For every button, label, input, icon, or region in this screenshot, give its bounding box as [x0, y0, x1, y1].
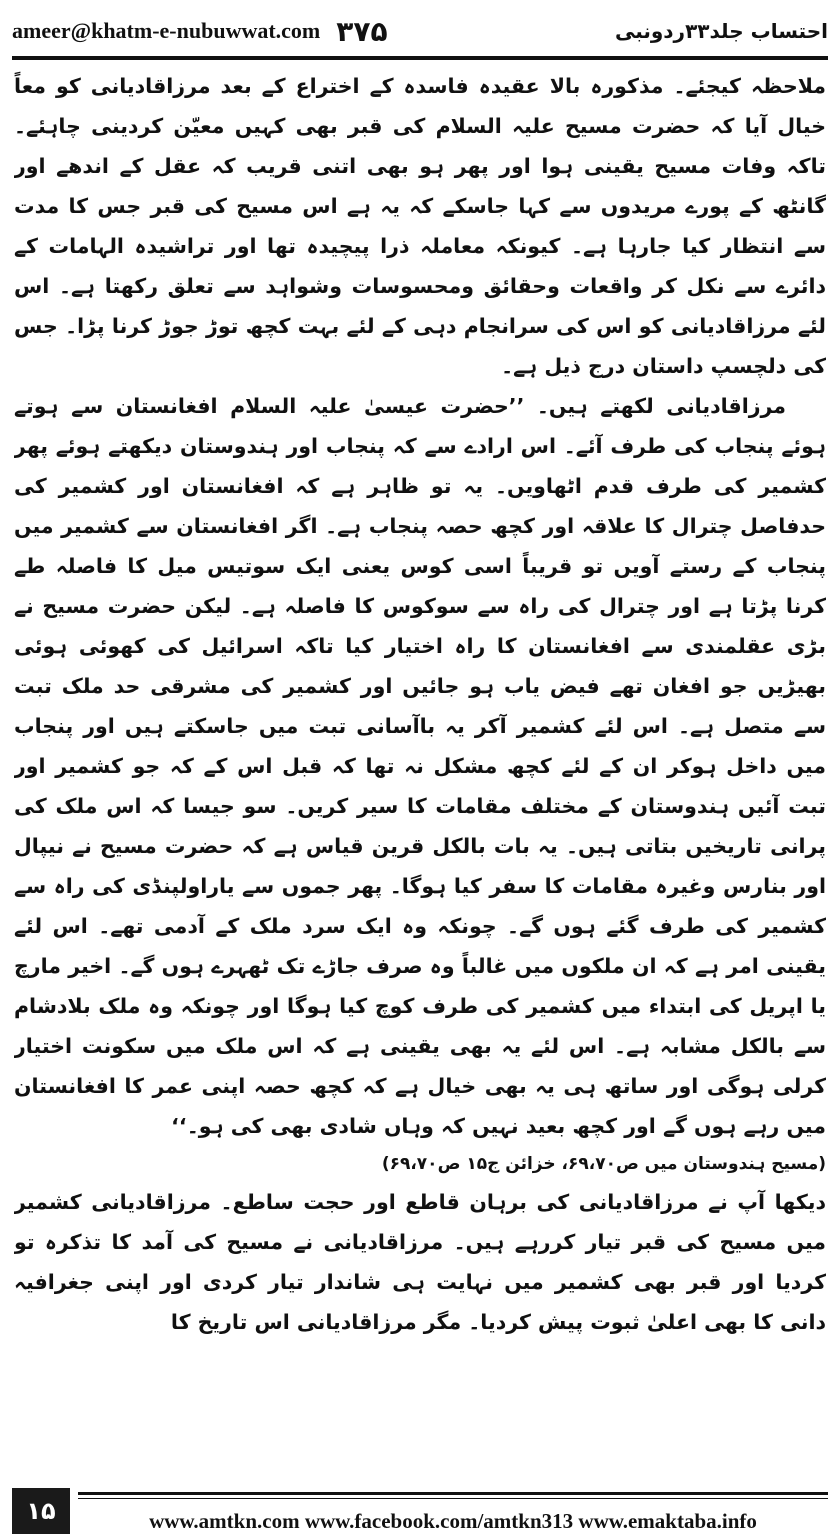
paragraph-2-quote: مرزاقادیانی لکھتے ہیں۔ ’’حضرت عیسیٰ علیہ السلام افغانستان سے ہوتے ہوئے پنجاب کی طرف آئے۔ اس ارادے سے کہ پنجاب اور ہندوستان دیکھتے ہوئے پھر کشمیر کی طرف قدم اٹھاویں۔ یہ تو ظاہر ہے کہ افغانستان اور کشمیر کی حدفاصل چترال کا علاقہ اور کچھ حصہ پنجاب ہے۔ اگر افغانستان سے کشمیر میں پنجاب کے رستے آویں تو قریباً اسی کوس یعنی ایک سوتیس میل کا فاصلہ طے کرنا پڑتا ہے اور چترال کی راہ سے سوکوس کا فاصلہ ہے۔ لیکن حضرت مسیح نے بڑی عقلمندی سے افغانستان کا راہ اختیار کیا تاکہ اسرائیل کی کھوئی ہوئی بھیڑیں جو افغان تھے فیض یاب ہو جائیں اور کشمیر کی مشرقی حد ملک تبت سے متصل ہے۔ اس لئے کشمیر آکر یہ باآسانی تبت میں جاسکتے ہیں اور پنجاب میں داخل ہوکر ان کے لئے کچھ مشکل نہ تھا کہ قبل اس کے کہ جو کشمیر اور تبت آئیں ہندوستان کے مختلف مقامات کا سیر کریں۔ سو جیسا کہ اس ملک کی پرانی تاریخیں بتاتی ہیں۔ یہ بات بالکل قرین قیاس ہے کہ حضرت مسیح نے نیپال اور بنارس وغیرہ مقامات کا سفر کیا ہوگا۔ پھر جموں سے یاراولپنڈی کی راہ سے کشمیر کی طرف گئے ہوں گے۔ چونکہ وہ ایک سرد ملک کے آدمی تھے۔ اس لئے یقینی امر ہے کہ ان ملکوں میں غالباً وہ صرف جاڑے تک ٹھہرے ہوں گے۔ اخیر مارچ یا اپریل کی ابتداء میں کشمیر کی طرف کوچ کیا ہوگا اور چونکہ وہ ملک بلادشام سے بالکل مشابہ ہے۔ اس لئے یہ بھی یقینی ہے کہ اس ملک میں سکونت اختیار کرلی ہوگی اور ساتھ ہی یہ بھی خیال ہے کہ کچھ حصہ اپنی عمر کا افغانستان میں رہے ہوں گے اور کچھ بعید نہیں کہ وہاں شادی بھی کی ہو۔‘‘	[14, 394, 826, 1138]
header-email: ameer@khatm-e-nubuwwat.com	[12, 18, 321, 43]
header-page-number: ۳۷۵	[336, 14, 388, 48]
page-header	[12, 8, 828, 54]
footer-rule-thick	[78, 1492, 828, 1495]
footer-links: www.amtkn.com www.facebook.com/amtkn313 www.emaktaba.info	[149, 1509, 757, 1533]
header-left	[12, 15, 388, 48]
paragraph-1: ملاحظہ کیجئے۔ مذکورہ بالا عقیدہ فاسدہ کے اختراع کے بعد مرزاقادیانی کو معاً خیال آیا کہ حضرت مسیح علیہ السلام کی قبر بھی کہیں معیّن کردینی چاہئے۔ تاکہ وفات مسیح یقینی ہوا اور پھر ہو بھی اتنی قریب کہ عقل کے اندھے اور گانٹھ کے پورے مریدوں سے کہا جاسکے کہ یہ ہے اس مسیح کی قبر جس کا مدت سے انتظار کیا جارہا ہے۔ کیونکہ معاملہ ذرا پیچیدہ تھا اور تراشیدہ الہامات کے دائرے سے نکل کر واقعات وحقائق ومحسوسات وشواہد سے تعلق رکھتا ہے۔ اس لئے مرزاقادیانی کو اس کی سرانجام دہی کے لئے بہت کچھ توڑ جوڑ کرنا پڑا۔ جس کی دلچسپ داستان درج ذیل ہے۔	[14, 74, 826, 378]
header-title: احتساب جلد۳۳ردونبی	[614, 19, 828, 43]
header-divider	[12, 56, 828, 60]
footer-bar	[78, 1488, 828, 1534]
citation: (مسیح ہندوستان میں ص۶۹،۷۰، خزائن ج۱۵ ص۶۹،۷۰)	[381, 1154, 826, 1174]
footer-page-number: ۱۵	[12, 1488, 70, 1534]
paragraph-3: دیکھا آپ نے مرزاقادیانی کی برہان قاطع اور حجت ساطع۔ مرزاقادیانی کشمیر میں مسیح کی قبر تیار کررہے ہیں۔ مرزاقادیانی نے مسیح کی آمد کا تذکرہ تو کردیا اور قبر بھی کشمیر میں نہایت ہی شاندار تیار کردی اور اپنی جغرافیہ دانی کا بھی اعلیٰ ثبوت پیش کردیا۔ مگر مرزاقادیانی اس تاریخ کا	[14, 1190, 826, 1334]
footer-rule-thin	[78, 1498, 828, 1499]
page-footer	[12, 1480, 828, 1534]
article-body	[14, 66, 826, 1470]
